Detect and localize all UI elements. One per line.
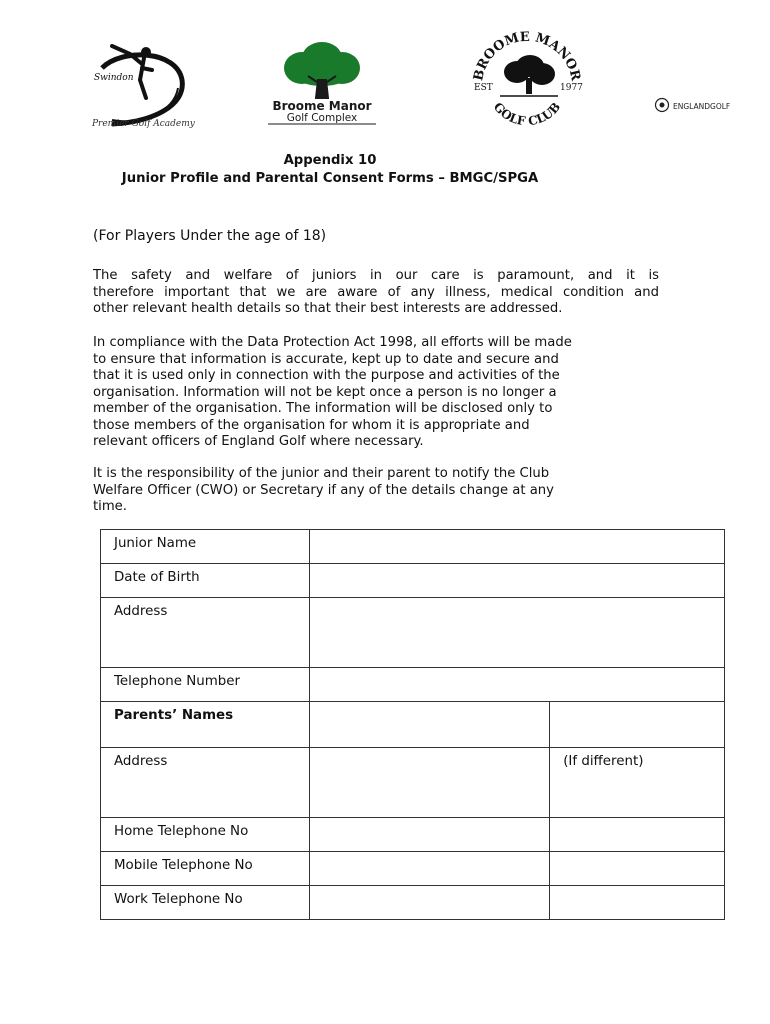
parent-2-work-telephone-field[interactable] <box>550 886 725 920</box>
swindon-golf-academy-logo <box>82 40 202 132</box>
address-field[interactable] <box>309 598 724 668</box>
data-protection-paragraph <box>93 335 659 451</box>
junior-profile-form <box>100 529 725 920</box>
date-of-birth-label: Date of Birth <box>101 564 310 598</box>
form-row-home-telephone <box>101 818 725 852</box>
telephone-number-field[interactable] <box>309 668 724 702</box>
address-label: Address <box>101 598 310 668</box>
document-heading <box>0 152 660 188</box>
parent-1-home-telephone-field[interactable] <box>309 818 549 852</box>
age-note: (For Players Under the age of 18) <box>93 228 327 244</box>
safety-line-1: The safety and welfare of juniors in our care is paramount, and it is <box>93 268 659 283</box>
form-row-mobile-telephone <box>101 852 725 886</box>
parent-2-home-telephone-field[interactable] <box>550 818 725 852</box>
complex-logo-line2: Golf Complex <box>286 112 358 124</box>
resp-line-1: It is the responsibility of the junior and their parent to notify the Club <box>93 466 550 481</box>
club-logo-top: BROOME MANOR <box>471 29 583 83</box>
dp-line-7: relevant officers of England Golf where necessary. <box>93 434 424 449</box>
broome-manor-club-logo <box>462 28 592 128</box>
form-row-junior-name <box>101 530 725 564</box>
parent-2-mobile-telephone-field[interactable] <box>550 852 725 886</box>
broome-manor-complex-logo <box>262 40 382 130</box>
club-logo-year: 1977 <box>560 83 583 93</box>
form-title: Junior Profile and Parental Consent Forms – BMGC/SPGA <box>121 171 539 186</box>
form-row-date-of-birth <box>101 564 725 598</box>
parent-1-work-telephone-field[interactable] <box>309 886 549 920</box>
svg-text:GOLF CLUB <box>491 100 563 128</box>
home-telephone-label: Home Telephone No <box>101 818 310 852</box>
parent-2-address-field[interactable] <box>550 748 725 818</box>
club-logo-est: EST <box>474 83 493 93</box>
club-logo-bottom: GOLF CLUB <box>490 99 564 128</box>
telephone-number-label: Telephone Number <box>101 668 310 702</box>
resp-line-2: Welfare Officer (CWO) or Secretary if any of the details change at any <box>93 482 554 498</box>
swindon-logo-name: Swindon <box>94 73 134 83</box>
form-row-parents-names <box>101 702 725 748</box>
junior-name-field[interactable] <box>309 530 724 564</box>
dp-line-4: organisation. Information will not be kept once a person is no longer a <box>93 384 557 400</box>
date-of-birth-field[interactable] <box>309 564 724 598</box>
form-row-parent-address <box>101 748 725 818</box>
swindon-logo-tagline: Premier Golf Academy <box>92 119 195 129</box>
form-row-telephone <box>101 668 725 702</box>
safety-line-3: other relevant health details so that their best interests are addressed. <box>93 301 563 316</box>
dp-line-3: that it is used only in connection with the purpose and activities of the <box>93 368 560 383</box>
resp-line-3: time. <box>93 499 127 514</box>
dp-line-5: member of the organisation. The information will be disclosed only to <box>93 401 553 416</box>
appendix-title: Appendix 10 <box>283 153 377 168</box>
junior-name-label: Junior Name <box>101 530 310 564</box>
if-different-note: (If different) <box>563 754 644 769</box>
parent-2-name-field[interactable] <box>550 702 725 748</box>
parent-1-mobile-telephone-field[interactable] <box>309 852 549 886</box>
safety-line-2: therefore important that we are aware of any illness, medical condition and <box>93 284 659 300</box>
work-telephone-label: Work Telephone No <box>101 886 310 920</box>
dp-line-1: In compliance with the Data Protection Act 1998, all efforts will be made <box>93 335 572 350</box>
parents-names-label: Parents’ Names <box>101 702 310 748</box>
parent-address-label: Address <box>101 748 310 818</box>
form-row-address <box>101 598 725 668</box>
complex-logo-line1: Broome Manor <box>272 99 372 113</box>
logo-header <box>0 0 770 140</box>
england-golf-text: ENGLANDGOLF <box>673 102 731 111</box>
form-row-work-telephone <box>101 886 725 920</box>
mobile-telephone-label: Mobile Telephone No <box>101 852 310 886</box>
safety-paragraph <box>93 268 659 318</box>
dp-line-2: to ensure that information is accurate, kept up to date and secure and <box>93 351 559 367</box>
responsibility-paragraph <box>93 466 659 516</box>
parent-1-address-field[interactable] <box>309 748 549 818</box>
parent-1-name-field[interactable] <box>309 702 549 748</box>
dp-line-6: those members of the organisation for whom it is appropriate and <box>93 417 530 433</box>
england-golf-logo <box>654 96 734 116</box>
